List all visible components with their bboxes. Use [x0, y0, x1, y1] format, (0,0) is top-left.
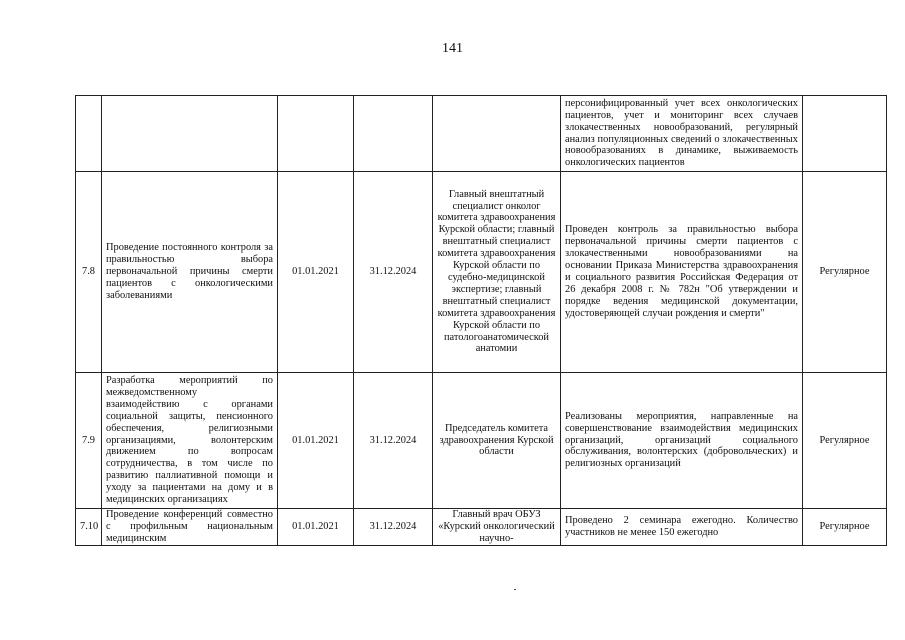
start-date: 01.01.2021	[278, 509, 354, 546]
table-row	[76, 96, 887, 172]
scan-mark	[514, 589, 516, 590]
end-date: 31.12.2024	[354, 509, 433, 546]
row-number: 7.10	[76, 509, 102, 546]
expected-result: Проведен контроль за правильностью выбора первоначальной причины смерти пациентов с злокачественными новообразованиями на основании Приказа Министерства здравоохранения и социального развития Российская Федерация от 26 декабря 2008 г. № 782н "Об утверждении и порядке ведения медицинской документации, удостоверяющей случаи рождения и смерти"	[561, 172, 803, 373]
start-date: 01.01.2021	[278, 172, 354, 373]
responsible-executor: Главный внештатный специалист онколог комитета здравоохранения Курской области; главный внештатный специалист комитета здравоохранения Курской области по судебно-медицинской экспертизе; главный внештатный специалист комитета здравоохранения Курской области по патологоанатомической анатомии	[433, 172, 561, 373]
frequency: Регулярное	[803, 172, 887, 373]
activity-description: Проведение постоянного контроля за правильностью выбора первоначальной причины смерти пациентов с онкологическими заболеваниями	[102, 172, 278, 373]
end-date: 31.12.2024	[354, 373, 433, 509]
frequency: Регулярное	[803, 373, 887, 509]
responsible-executor: Председатель комитета здравоохранения Курской области	[433, 373, 561, 509]
table-row	[76, 172, 887, 373]
frequency	[803, 96, 887, 172]
activity-description: Проведение конференций совместно с профильным национальным медицинским	[102, 509, 278, 546]
table-row	[76, 509, 887, 546]
table-row	[76, 373, 887, 509]
row-number	[76, 96, 102, 172]
activities-table	[75, 95, 887, 546]
start-date	[278, 96, 354, 172]
expected-result: персонифицированный учет всех онкологических пациентов, учет и мониторинг всех случаев злокачественных новообразований, регулярный анализ популяционных сведений о злокачественных новообразованиях в динамике, выживаемость онкологических пациентов	[561, 96, 803, 172]
frequency: Регулярное	[803, 509, 887, 546]
start-date: 01.01.2021	[278, 373, 354, 509]
responsible-executor: Главный врач ОБУЗ «Курский онкологический научно-	[433, 509, 561, 546]
activity-description: Разработка мероприятий по межведомственному взаимодействию с органами социальной защиты, пенсионного обеспечения, религиозными организациями, волонтерским движением по вопросам сотрудничества, в том числе по развитию паллиативной помощи и уходу за пациентами на дому и в медицинских организациях	[102, 373, 278, 509]
expected-result: Проведено 2 семинара ежегодно. Количество участников не менее 150 ежегодно	[561, 509, 803, 546]
page-number: 141	[442, 41, 463, 56]
end-date	[354, 96, 433, 172]
end-date: 31.12.2024	[354, 172, 433, 373]
expected-result: Реализованы мероприятия, направленные на совершенствование взаимодействия медицинских организаций, организаций социального обслуживания, волонтерских (добровольческих) и религиозных организаций	[561, 373, 803, 509]
row-number: 7.8	[76, 172, 102, 373]
row-number: 7.9	[76, 373, 102, 509]
responsible-executor	[433, 96, 561, 172]
activity-description	[102, 96, 278, 172]
